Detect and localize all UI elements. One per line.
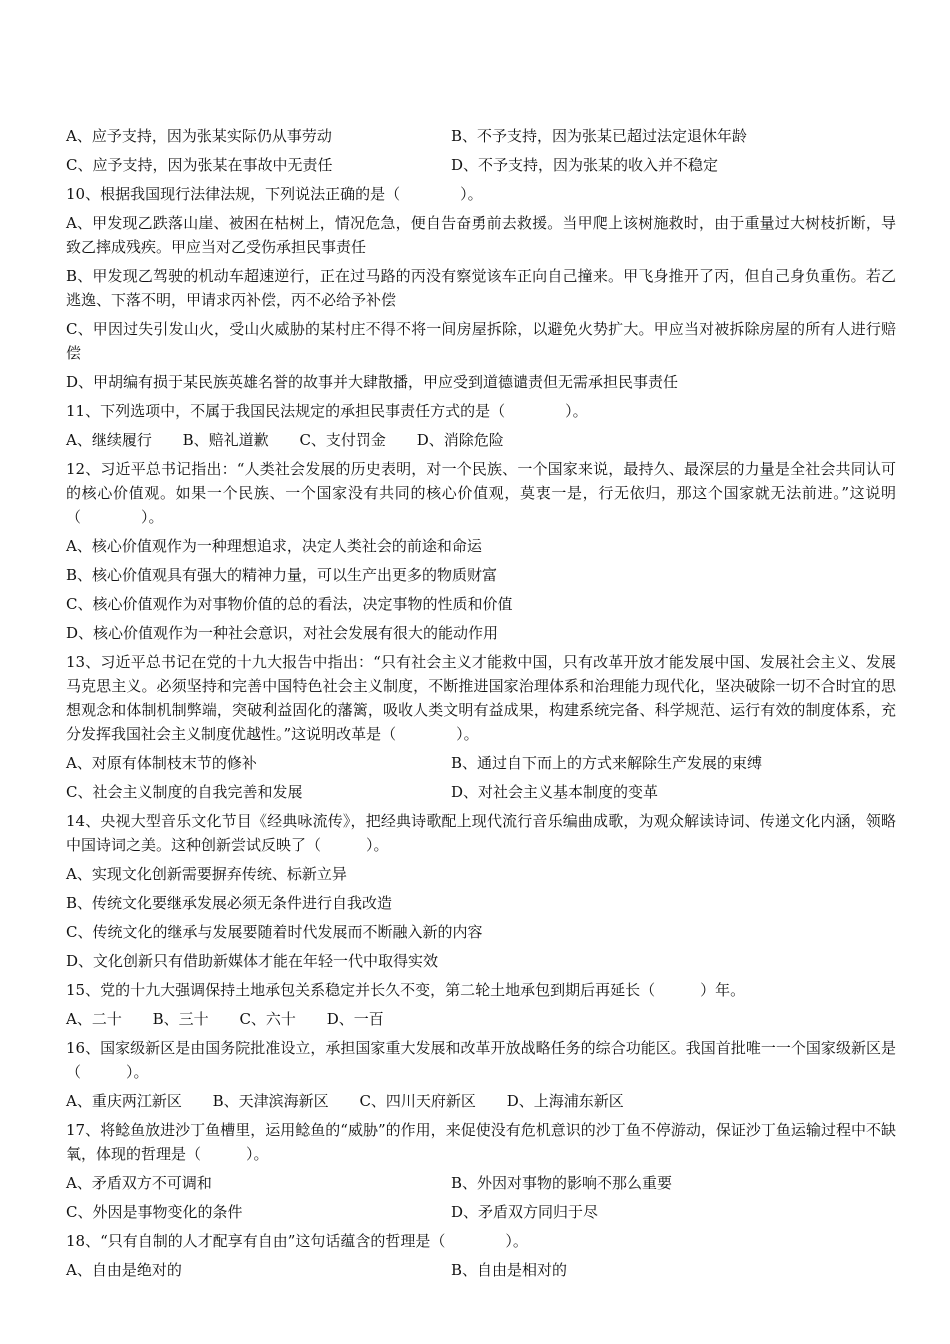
q15-options [66, 1007, 896, 1031]
q13-option-c: C、社会主义制度的自我完善和发展 [66, 783, 303, 801]
q12-option-d: D、核心价值观作为一种社会意识，对社会发展有很大的能动作用 [66, 624, 499, 642]
q11-option-b: B、赔礼道歉 [182, 431, 269, 449]
q15-option-d: D、一百 [326, 1010, 384, 1028]
q18-option-b: B、自由是相对的 [451, 1261, 568, 1279]
q14-stem: 14、央视大型音乐文化节目《经典咏流传》，把经典诗歌配上现代流行音乐编曲成歌，为观众解读诗词、传递文化内涵，领略中国诗词之美。这种创新尝试反映了（ ）。 [66, 812, 896, 854]
q15-option-c: C、六十 [239, 1010, 296, 1028]
q13-option-d: D、对社会主义基本制度的变革 [451, 783, 659, 801]
q11-stem: 11、下列选项中，不属于我国民法规定的承担民事责任方式的是（ ）。 [66, 402, 588, 420]
q16-options [66, 1089, 896, 1113]
q12-option-a: A、核心价值观作为一种理想追求，决定人类社会的前途和命运 [66, 537, 482, 555]
q16-option-c: C、四川天府新区 [359, 1092, 476, 1110]
q18-option-a: A、自由是绝对的 [66, 1261, 182, 1279]
q9-options-row-2 [66, 153, 896, 177]
q17-option-b: B、外因对事物的影响不那么重要 [451, 1174, 673, 1192]
q16-option-b: B、天津滨海新区 [212, 1092, 329, 1110]
q17-option-d: D、矛盾双方同归于尽 [451, 1203, 599, 1221]
q16-option-a: A、重庆两江新区 [66, 1092, 182, 1110]
q10-option-d: D、甲胡编有损于某民族英雄名誉的故事并大肆散播，甲应受到道德谴责但无需承担民事责任 [66, 373, 679, 391]
q15-stem: 15、党的十九大强调保持土地承包关系稳定并长久不变，第二轮土地承包到期后再延长（ ）年。 [66, 981, 746, 999]
q9-option-c: C、应予支持，因为张某在事故中无责任 [66, 156, 333, 174]
q11-option-d: D、消除危险 [416, 431, 504, 449]
q15-option-a: A、二十 [66, 1010, 122, 1028]
q17-options-row-2 [66, 1200, 896, 1224]
q9-options-row-1 [66, 124, 896, 148]
q10-option-c: C、甲因过失引发山火，受山火威胁的某村庄不得不将一间房屋拆除，以避免火势扩大。甲应当对被拆除房屋的所有人进行赔偿 [66, 320, 896, 362]
q9-option-b: B、不予支持，因为张某已超过法定退休年龄 [451, 127, 748, 145]
q11-options [66, 428, 896, 452]
q17-options-row-1 [66, 1171, 896, 1195]
q18-stem: 18、“只有自制的人才配享有自由”这句话蕴含的哲理是（ ）。 [66, 1232, 528, 1250]
q10-option-b: B、甲发现乙驾驶的机动车超速逆行，正在过马路的丙没有察觉该车正向自己撞来。甲飞身推开了丙，但自己身负重伤。若乙逃逸、下落不明，甲请求丙补偿，丙不必给予补偿 [66, 267, 896, 309]
q10-option-a: A、甲发现乙跌落山崖、被困在枯树上，情况危急，便自告奋勇前去救援。当甲爬上该树施救时，由于重量过大树枝折断，导致乙摔成残疾。甲应当对乙受伤承担民事责任 [66, 214, 896, 256]
exam-page [66, 124, 896, 1287]
q14-option-d: D、文化创新只有借助新媒体才能在年轻一代中取得实效 [66, 952, 439, 970]
q9-option-a: A、应予支持，因为张某实际仍从事劳动 [66, 127, 332, 145]
q17-option-c: C、外因是事物变化的条件 [66, 1203, 243, 1221]
q18-options-row-1 [66, 1258, 896, 1282]
q13-option-a: A、对原有体制枝末节的修补 [66, 754, 257, 772]
q13-option-b: B、通过自下而上的方式来解除生产发展的束缚 [451, 754, 763, 772]
q14-option-c: C、传统文化的继承与发展要随着时代发展而不断融入新的内容 [66, 923, 483, 941]
q13-options-row-1 [66, 751, 896, 775]
q10-stem: 10、根据我国现行法律法规，下列说法正确的是（ ）。 [66, 185, 483, 203]
q11-option-a: A、继续履行 [66, 431, 152, 449]
q12-stem: 12、习近平总书记指出：“人类社会发展的历史表明，对一个民族、一个国家来说，最持久、最深层的力量是全社会共同认可的核心价值观。如果一个民族、一个国家没有共同的核心价值观，莫衷一是，行无依归，那这个国家就无法前进。”这说明（ ）。 [66, 460, 896, 526]
q11-option-c: C、支付罚金 [299, 431, 386, 449]
q13-options-row-2 [66, 780, 896, 804]
q14-option-b: B、传统文化要继承发展必须无条件进行自我改造 [66, 894, 393, 912]
q12-option-c: C、核心价值观作为对事物价值的总的看法，决定事物的性质和价值 [66, 595, 513, 613]
q12-option-b: B、核心价值观具有强大的精神力量，可以生产出更多的物质财富 [66, 566, 498, 584]
q13-stem: 13、习近平总书记在党的十九大报告中指出：“只有社会主义才能救中国，只有改革开放才能发展中国、发展社会主义、发展马克思主义。必须坚持和完善中国特色社会主义制度，不断推进国家治理体系和治理能力现代化，坚决破除一切不合时宜的思想观念和体制机制弊端，突破利益固化的藩篱，吸收人类文明有益成果，构建系统完备、科学规范、运行有效的制度体系，充分发挥我国社会主义制度优越性。”这说明改革是（ ）。 [66, 653, 896, 743]
q17-option-a: A、矛盾双方不可调和 [66, 1174, 212, 1192]
q17-stem: 17、将鲶鱼放进沙丁鱼槽里，运用鲶鱼的“威胁”的作用，来促使没有危机意识的沙丁鱼不停游动，保证沙丁鱼运输过程中不缺氧，体现的哲理是（ ）。 [66, 1121, 896, 1163]
q15-option-b: B、三十 [152, 1010, 209, 1028]
q16-option-d: D、上海浦东新区 [506, 1092, 624, 1110]
q16-stem: 16、国家级新区是由国务院批准设立，承担国家重大发展和改革开放战略任务的综合功能区。我国首批唯一一个国家级新区是（ ）。 [66, 1039, 896, 1081]
q14-option-a: A、实现文化创新需要摒弃传统、标新立异 [66, 865, 347, 883]
q9-option-d: D、不予支持，因为张某的收入并不稳定 [451, 156, 719, 174]
